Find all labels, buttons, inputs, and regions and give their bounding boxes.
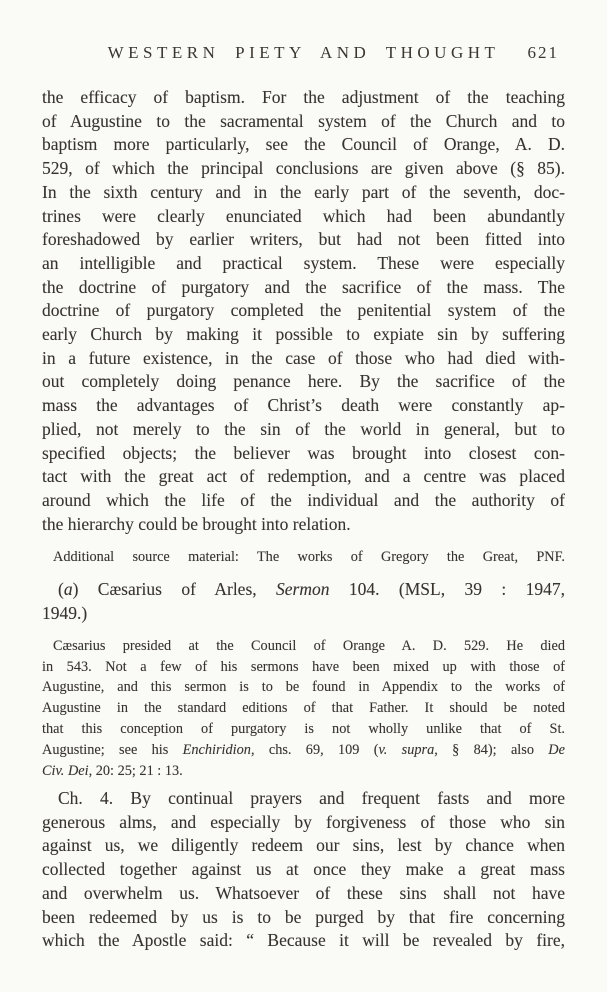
- text-run: ) Cæsarius of Arles,: [72, 579, 277, 600]
- text-run: of Augustine to the sacramental system of the Church and to: [42, 110, 565, 131]
- text-line: [42, 761, 565, 782]
- text-line: [42, 602, 565, 626]
- italic-text-run: v. supra: [378, 742, 435, 759]
- text-line: [42, 252, 565, 276]
- text-run: 104. (MSL, 39 : 1947,: [329, 579, 565, 600]
- text-run: Augustine, and this sermon is to be found in Appendix to the works of: [42, 679, 565, 696]
- text-line: [42, 929, 565, 953]
- italic-text-run: Sermon: [276, 579, 330, 600]
- text-line: [42, 181, 565, 205]
- paragraph-para-ch4: [42, 787, 565, 953]
- text-line: [42, 811, 565, 835]
- text-line: [42, 323, 565, 347]
- page-body: [42, 86, 565, 953]
- text-run: specified objects; the believer was brought into closest con-: [42, 442, 565, 463]
- text-line: [42, 547, 565, 568]
- text-run: Ch. 4. By continual prayers and frequent fasts and more: [58, 788, 565, 809]
- text-line: [42, 719, 565, 740]
- text-line: [42, 228, 565, 252]
- text-run: Augustine in the standard editions of that Father. It should be noted: [42, 700, 565, 717]
- text-line: [42, 157, 565, 181]
- text-line: [42, 394, 565, 418]
- text-run: been redeemed by us is to be purged by that fire concerning: [42, 906, 565, 927]
- text-line: [42, 370, 565, 394]
- paragraph-note-caesarius: [42, 636, 565, 782]
- text-line: [42, 347, 565, 371]
- text-run: and overwhelm us. Whatsoever of these sins shall not have: [42, 882, 565, 903]
- text-run: plied, not merely to the sin of the world in general, but to: [42, 418, 565, 439]
- italic-text-run: a: [63, 579, 73, 600]
- text-run: , 20: 25; 21 : 13.: [88, 763, 183, 780]
- text-run: early Church by making it possible to expiate sin by suffering: [42, 324, 565, 345]
- text-line: [42, 740, 565, 761]
- text-run: generous alms, and especially by forgiveness of those who sin: [42, 811, 565, 832]
- text-line: [42, 677, 565, 698]
- italic-text-run: Enchiridion: [182, 742, 251, 759]
- running-head-title: WESTERN PIETY AND THOUGHT: [107, 43, 500, 62]
- text-run: which the Apostle said: “ Because it will be revealed by fire,: [42, 930, 565, 951]
- text-run: the doctrine of purgatory and the sacrifice of the mass. The: [42, 276, 565, 297]
- text-line: [42, 787, 565, 811]
- text-run: , chs. 69, 109 (: [250, 742, 379, 759]
- text-run: in 543. Not a few of his sermons have been mixed up with those of: [42, 658, 565, 675]
- text-line: [42, 657, 565, 678]
- text-run: collected together against us at once they make a great mass: [42, 859, 565, 880]
- text-line: [42, 465, 565, 489]
- text-run: tact with the great act of redemption, and a centre was placed: [42, 466, 565, 487]
- text-run: around which the life of the individual and the authority of: [42, 489, 565, 510]
- text-line: [42, 906, 565, 930]
- text-run: the hierarchy could be brought into relation.: [42, 513, 351, 534]
- page-number: 621: [527, 43, 559, 62]
- text-run: that this conception of purgatory is not wholly unlike that of St.: [42, 721, 565, 738]
- text-line: [42, 858, 565, 882]
- text-run: out completely doing penance here. By the sacrifice of the: [42, 371, 565, 392]
- paragraph-para-citation: [42, 578, 565, 625]
- text-line: [42, 578, 565, 602]
- text-run: , § 84); also: [434, 742, 549, 759]
- italic-text-run: Civ. Dei: [42, 763, 89, 780]
- text-line: [42, 133, 565, 157]
- text-run: foreshadowed by earlier writers, but had not been fitted into: [42, 229, 565, 250]
- text-run: mass the advantages of Christ’s death were constantly ap-: [42, 395, 565, 416]
- text-line: [42, 882, 565, 906]
- paragraph-para-efficacy: [42, 86, 565, 536]
- text-run: In the sixth century and in the early part of the seventh, doc-: [42, 181, 565, 202]
- text-line: [42, 86, 565, 110]
- text-line: [42, 834, 565, 858]
- text-run: the efficacy of baptism. For the adjustment of the teaching: [42, 87, 565, 107]
- text-run: 529, of which the principal conclusions are given above (§ 85).: [42, 158, 565, 179]
- text-run: trines were clearly enunciated which had been abundantly: [42, 205, 565, 226]
- text-run: doctrine of purgatory completed the penitential system of the: [42, 300, 565, 321]
- text-line: [42, 636, 565, 657]
- text-run: Cæsarius presided at the Council of Orange A. D. 529. He died: [53, 637, 565, 654]
- text-line: [42, 442, 565, 466]
- text-run: baptism more particularly, see the Council of Orange, A. D.: [42, 134, 565, 155]
- text-line: [42, 276, 565, 300]
- text-line: [42, 205, 565, 229]
- text-line: [42, 489, 565, 513]
- paragraph-note-source: [42, 547, 565, 568]
- text-line: [42, 698, 565, 719]
- text-run: 1949.): [42, 602, 88, 623]
- text-run: an intelligible and practical system. These were especially: [42, 252, 565, 273]
- text-line: [42, 299, 565, 323]
- text-line: [42, 418, 565, 442]
- text-line: [42, 110, 565, 134]
- text-run: against us, we diligently redeem our sins, lest by chance when: [42, 835, 565, 856]
- text-run: Augustine; see his: [42, 742, 183, 759]
- text-line: [42, 513, 565, 537]
- text-run: (: [58, 579, 64, 600]
- text-run: in a future existence, in the case of those who had died with-: [42, 347, 565, 368]
- page-header: [42, 42, 565, 64]
- text-run: Additional source material: The works of Gregory the Great, PNF.: [53, 549, 565, 566]
- italic-text-run: De: [548, 742, 565, 759]
